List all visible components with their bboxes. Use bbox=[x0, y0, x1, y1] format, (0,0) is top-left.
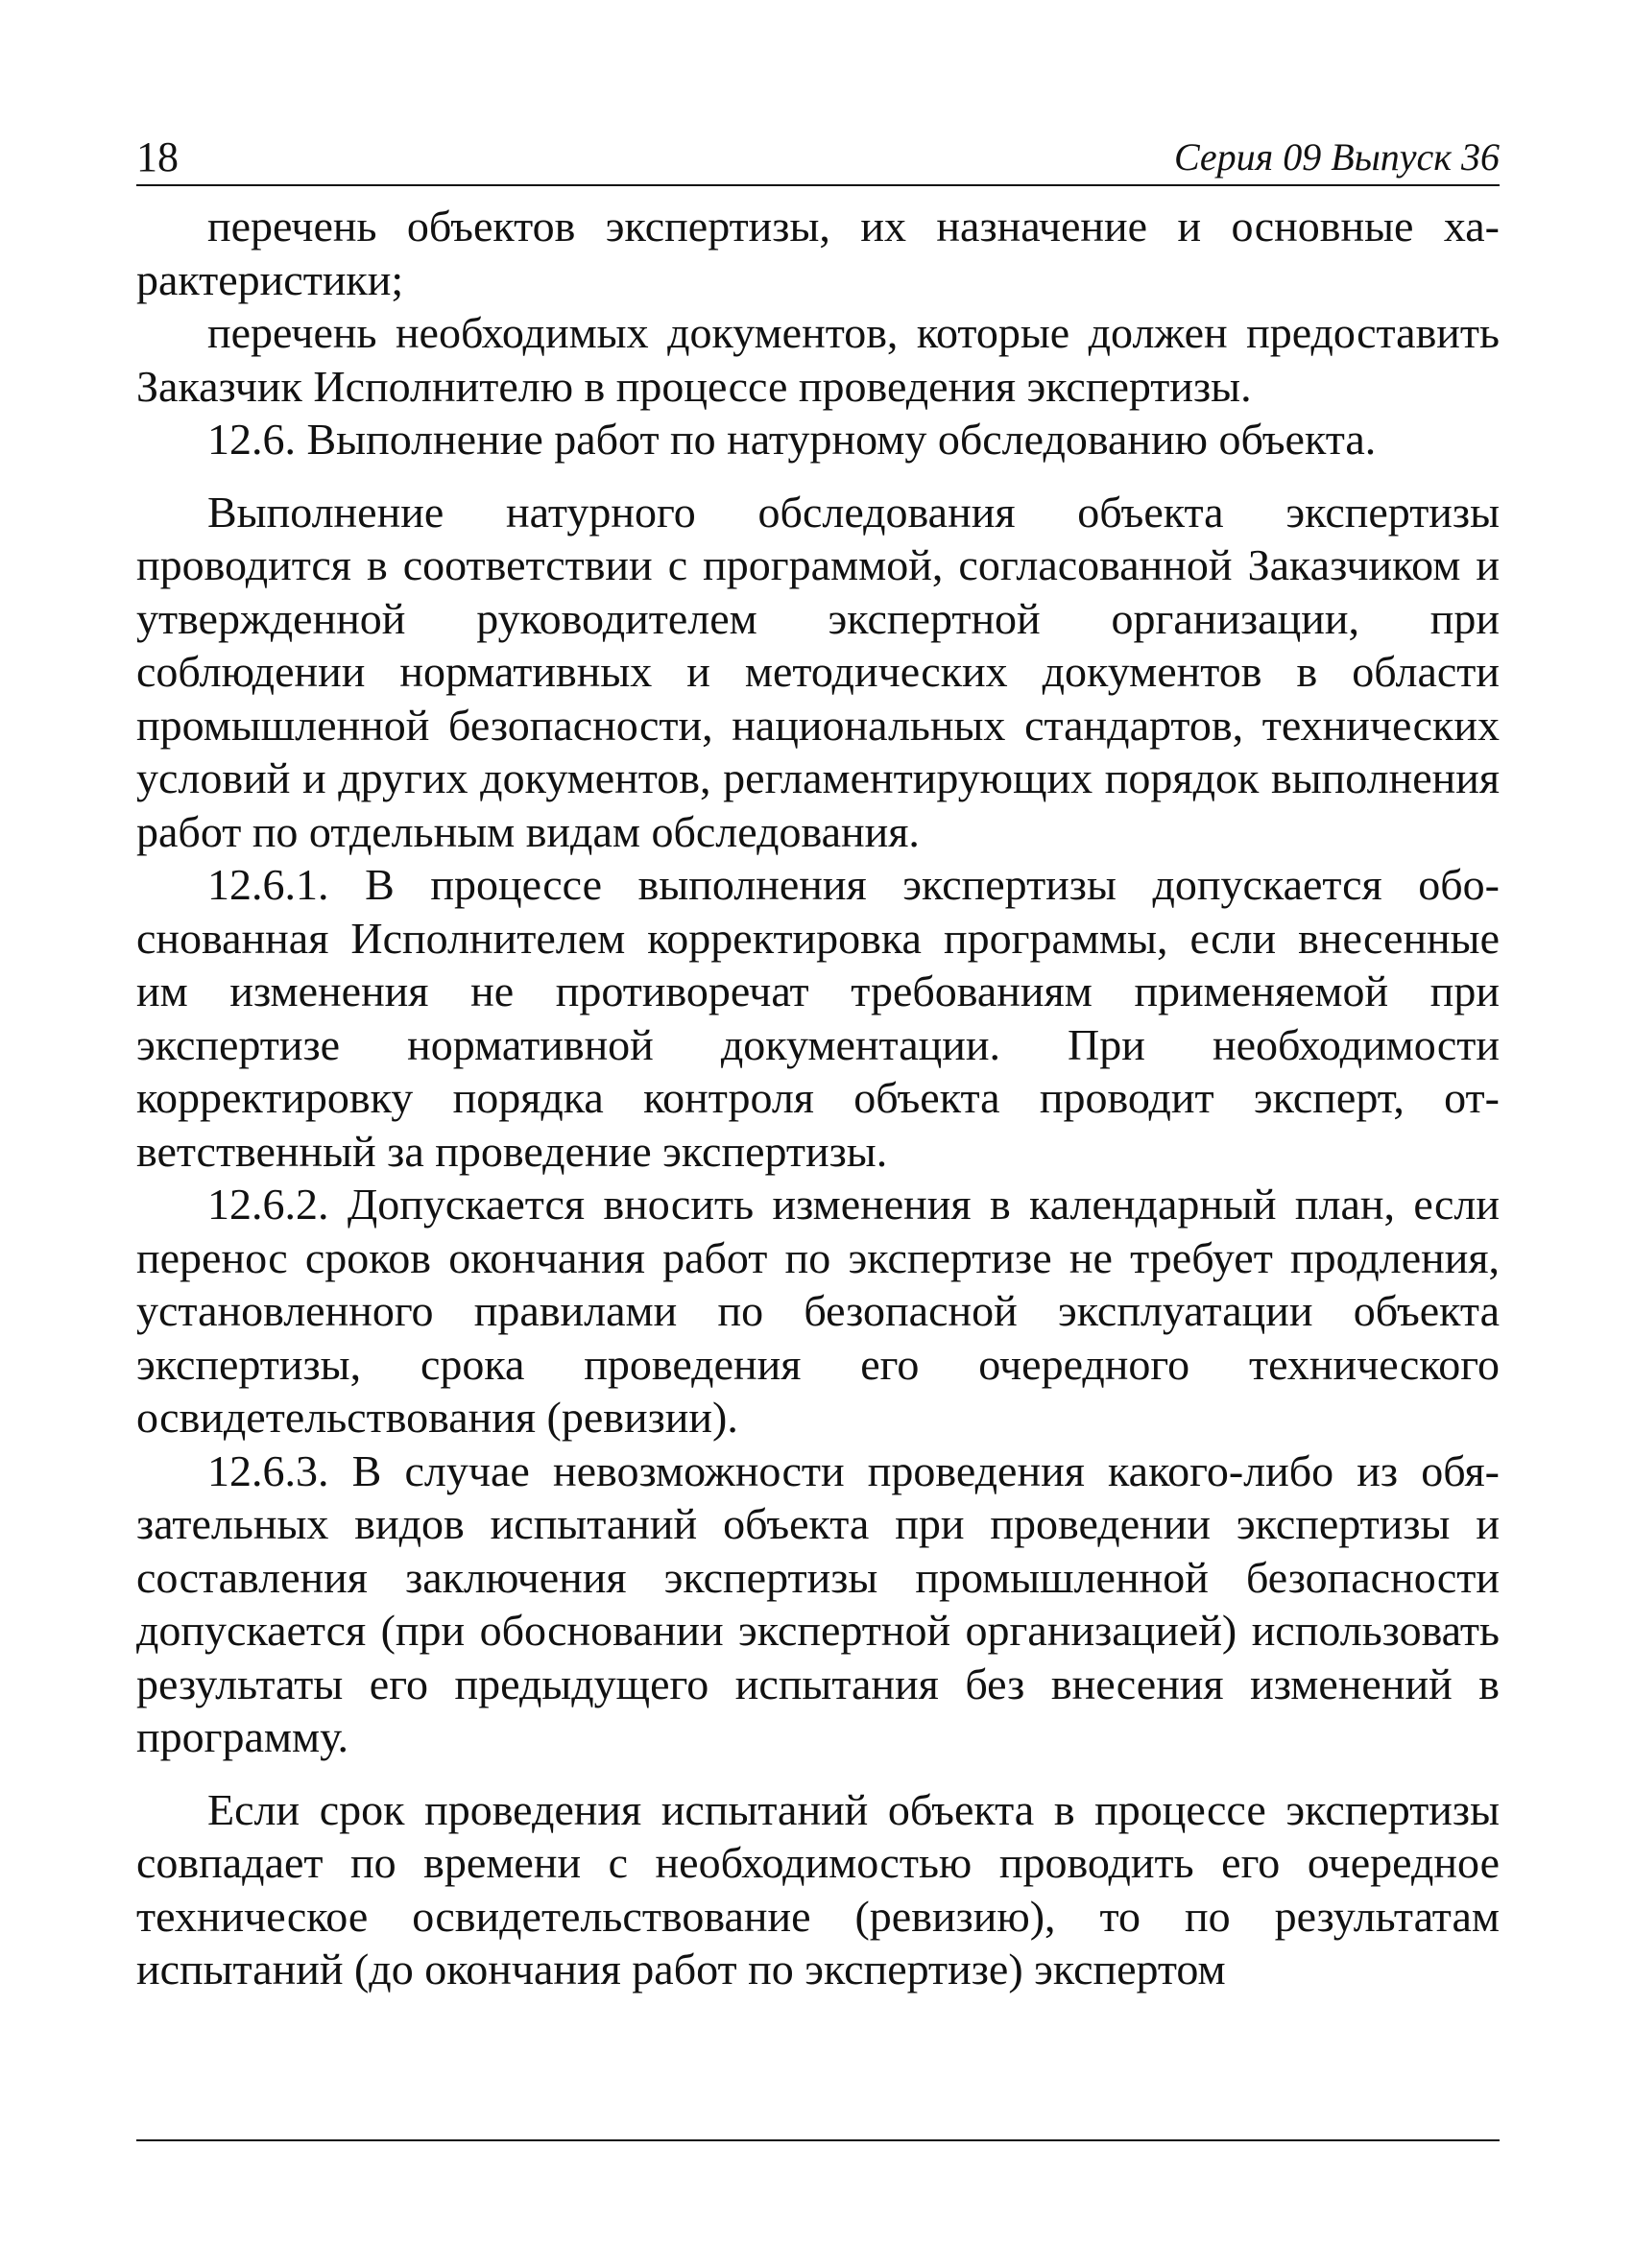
paragraph-objects-list: перечень объектов экспертизы, их назначение и основные характеристики; bbox=[136, 202, 1500, 304]
running-header bbox=[136, 123, 1500, 186]
paragraph-12-6-1: 12.6.1. В процессе выполнения экспертизы допускается обоснованная Исполнителем корректировка программы, если внесенные им изменения не противоречат требованиям применяемой при экспертизе нормативной документации. При необходимости корректировку порядка контроля объекта проводит эксперт, ответственный за проведение экспертизы. bbox=[136, 860, 1500, 1176]
paragraph-documents-list: перечень необходимых документов, которые должен предоставить Заказчик Исполнителю в процессе проведения экспертизы. bbox=[136, 308, 1500, 411]
section-heading-12-6: 12.6. Выполнение работ по натурному обследованию объекта. bbox=[207, 415, 1377, 464]
paragraph-12-6-3: 12.6.3. В случае невозможности проведения какого-либо из обязательных видов испытаний объекта при проведении экспертизы и составления заключения экспертизы промышленной безопасности допускается (при обосновании экспертной организацией) использовать результаты его предыдущего испытания без внесения изменений в программу. bbox=[136, 1445, 1500, 1761]
body-text bbox=[136, 200, 1500, 1996]
document-page bbox=[136, 123, 1500, 2158]
paragraph-test-timing: Если срок проведения испытаний объекта в процессе экспертизы совпадает по времени с необходимостью проводить его очередное техническое освидетельствование (ревизию), то по результатам испытаний (до окончания работ по экспертизе) экспертом bbox=[136, 1784, 1500, 1993]
footer-rule bbox=[136, 2139, 1500, 2141]
paragraph-12-6-2: 12.6.2. Допускается вносить изменения в календарный план, если перенос сроков окончания работ по экспертизе не требует продления, установленного правилами по безопасной эксплуатации объекта экспертизы, срока проведения его очередного технического освидетельствования (ревизии). bbox=[136, 1180, 1500, 1442]
paragraph-field-survey: Выполнение натурного обследования объекта экспертизы проводится в соответствии с программой, согласованной Заказчиком и утвержденной руководителем экспертной организации, при соблюдении нормативных и методических документов в области промышленной безопасности, национальных стандартов, технических условий и других документов, регламентирующих порядок выполнения работ по отдельным видам обследования. bbox=[136, 487, 1500, 856]
series-title: Серия 09 Выпуск 36 bbox=[1173, 135, 1500, 179]
page-number: 18 bbox=[136, 133, 179, 180]
